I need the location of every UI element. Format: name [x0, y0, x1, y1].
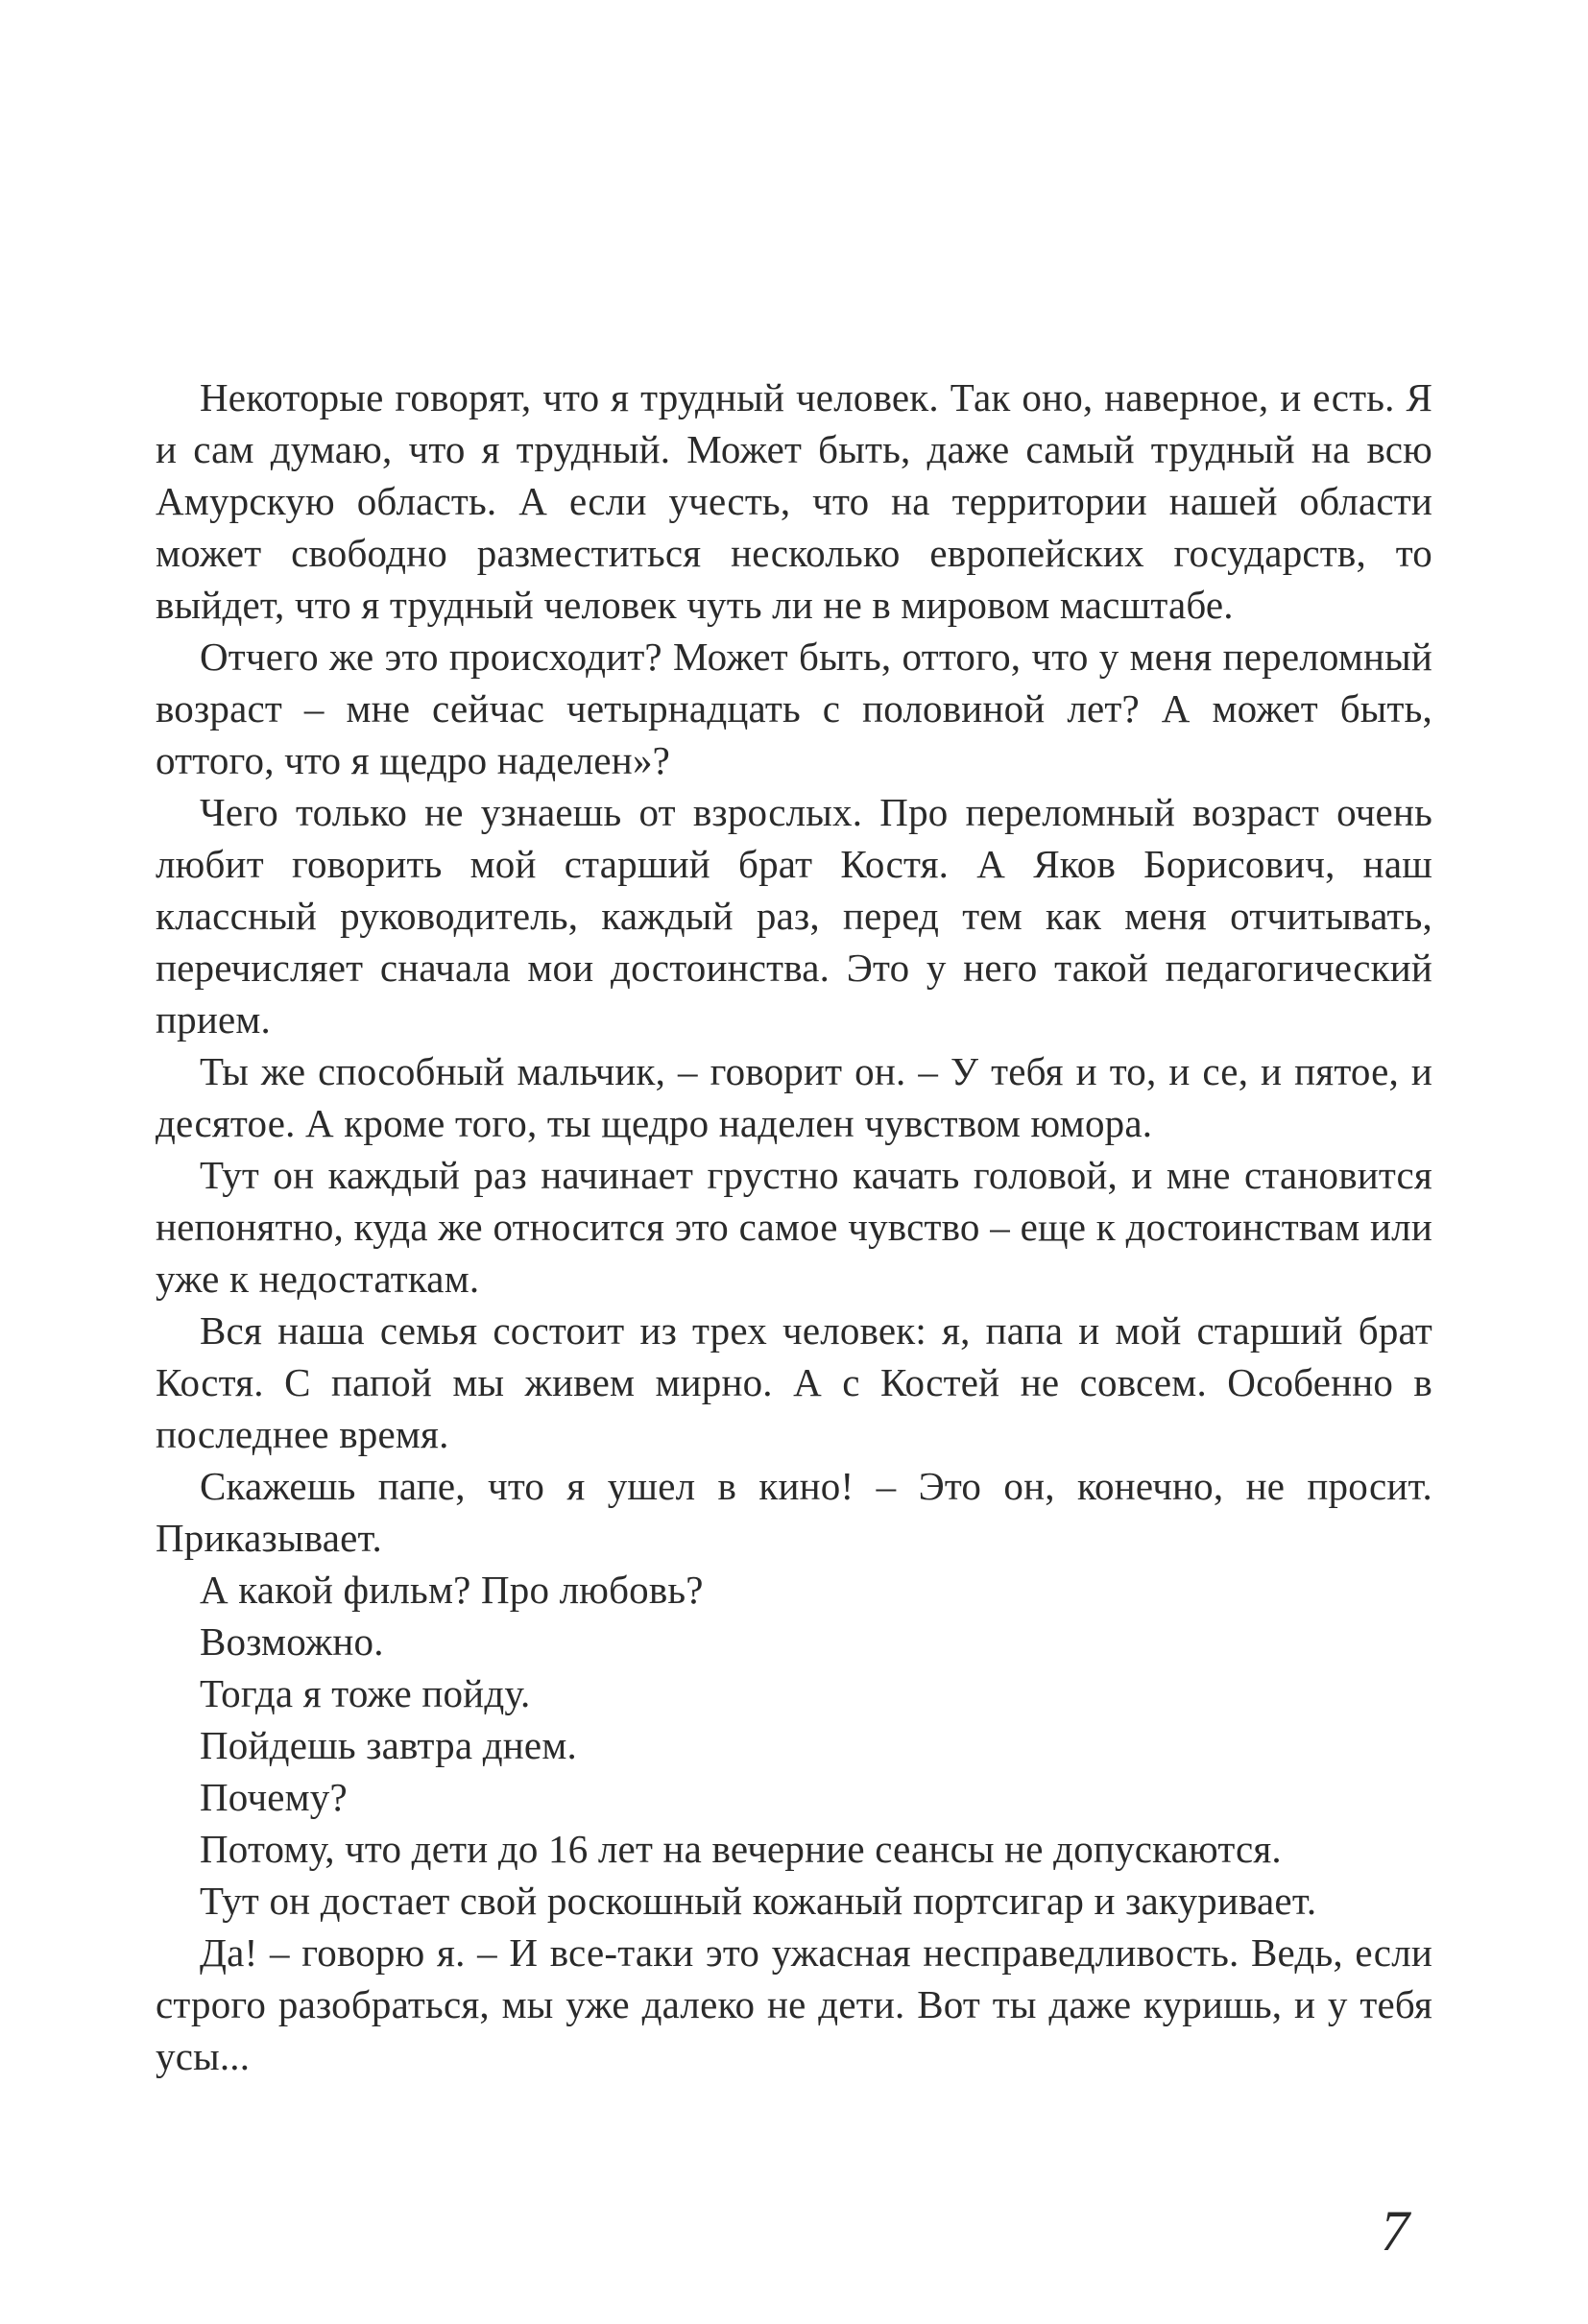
- paragraph-4: Ты же способный мальчик, – говорит он. – У тебя и то, и се, и пятое, и десятое. А кроме того, ты щедро наделен чувством юмора.: [156, 1049, 1432, 1145]
- paragraph-11: Пойдешь завтра днем.: [200, 1723, 577, 1767]
- paragraph-14: Тут он достает свой роскошный кожаный портсигар и закуривает.: [200, 1879, 1317, 1923]
- page-number: 7: [1381, 2199, 1409, 2263]
- paragraph-7: Скажешь папе, что я ушел в кино! – Это он, конечно, не просит. Приказывает.: [156, 1464, 1432, 1560]
- paragraph-10: Тогда я тоже пойду.: [200, 1671, 531, 1715]
- paragraph-8: А какой фильм? Про любовь?: [200, 1568, 704, 1612]
- paragraph-6: Вся наша семья состоит из трех человек: я, папа и мой старший брат Костя. С папой мы живем мирно. А с Костей не совсем. Особенно в последнее время.: [156, 1308, 1432, 1456]
- paragraph-5: Тут он каждый раз начинает грустно качать головой, и мне становится непонятно, куда же относится это самое чувство – еще к достоинствам или уже к недостаткам.: [156, 1153, 1432, 1301]
- paragraph-13: Потому, что дети до 16 лет на вечерние сеансы не допускаются.: [200, 1827, 1282, 1871]
- paragraph-9: Возможно.: [200, 1619, 384, 1664]
- paragraph-3: Чего только не узнаешь от взрослых. Про переломный возраст очень любит говорить мой старший брат Костя. А Яков Борисович, наш классный руководитель, каждый раз, перед тем как меня отчитывать, перечисляет сначала мои достоинства. Это у него такой педагогический прием.: [156, 790, 1432, 1042]
- paragraph-12: Почему?: [200, 1775, 348, 1819]
- paragraph-1: Некоторые говорят, что я трудный человек. Так оно, наверное, и есть. Я и сам думаю, что я трудный. Может быть, даже самый трудный на всю Амурскую область. А если учесть, что на территории нашей области может свободно разместиться несколько европейских государств, то выйдет, что я трудный человек чуть ли не в мировом масштабе.: [156, 375, 1432, 627]
- paragraph-2: Отчего же это происходит? Может быть, оттого, что у меня переломный возраст – мне сейчас четырнадцать с половиной лет? А может быть, оттого, что я щедро наделен»?: [156, 635, 1432, 782]
- body-text: [156, 371, 1432, 2082]
- paragraph-15: Да! – говорю я. – И все-таки это ужасная несправедливость. Ведь, если строго разобраться, мы уже далеко не дети. Вот ты даже куришь, и у тебя усы...: [156, 1930, 1432, 2078]
